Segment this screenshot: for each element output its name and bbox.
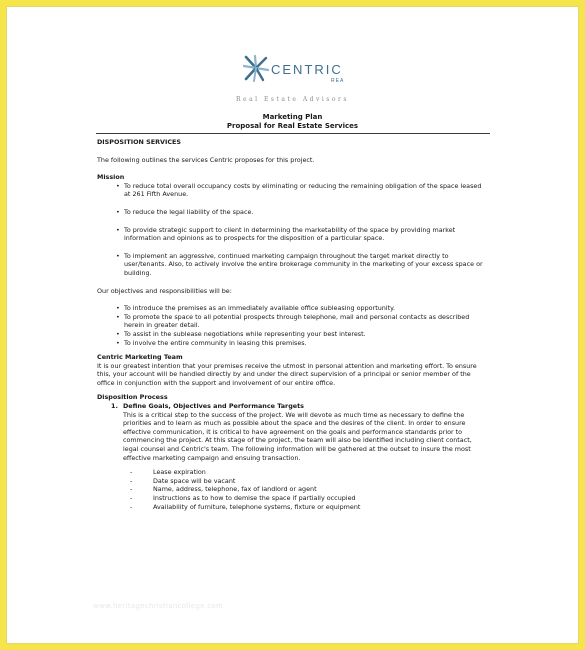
disposition-intro: The following outlines the services Centric proposes for this project.: [97, 155, 315, 164]
gathered-info-list: [97, 468, 489, 511]
list-item: - Date space will be vacant: [97, 477, 489, 486]
logo-wordmark: CENTRIC: [271, 62, 343, 77]
process-step: [97, 402, 489, 462]
document-body: [97, 138, 489, 511]
section-heading-disposition: DISPOSITION SERVICES: [97, 138, 181, 146]
objectives-list: [97, 304, 489, 347]
list-item: • To implement an aggressive, continued marketing campaign throughout the target market directly to user/tenants. Also, to actively involve the entire brokerage community in the marketing of your excess space or building.: [97, 252, 489, 278]
logo-subtext: REA: [331, 78, 345, 84]
step-number: 1.: [111, 402, 118, 411]
step-title: [111, 402, 489, 411]
list-item: • To provide strategic support to client in determining the marketability of the space by providing market information and opinions as to prospects for the disposition of a particular space.: [97, 226, 489, 243]
list-item: - Instructions as to how to demise the space if partially occupied: [97, 494, 489, 503]
document-page: [6, 6, 579, 644]
team-heading: Centric Marketing Team: [97, 353, 183, 362]
step-body: This is a critical step to the success of the project. We will devote as much time as necessary to define the priorities and to learn as much as possible about the space and the desires of the client. In order to ensure effective communication, it is critical to have agreement on the goals and performance standards prior to commencing the project. At this stage of the project, the team will also be identified including client contact, legal counsel and Centric's team. The following information will be gathered at the outset to insure the most effective marketing campaign and ensuing transaction.: [123, 410, 472, 462]
company-logo: [243, 54, 363, 94]
title-line-2: Proposal for Real Estate Services: [226, 122, 359, 130]
list-item: • To involve the entire community in leasing this premises.: [97, 339, 489, 348]
process-heading: Disposition Process: [97, 393, 168, 402]
watermark-text: www.heritagechristiancollege.com: [93, 602, 224, 610]
list-item: - Lease expiration: [97, 468, 489, 477]
step-title-text: Define Goals, Objectives and Performance Targets: [123, 402, 304, 411]
mission-heading: Mission: [97, 173, 125, 182]
list-item: • To reduce the legal liability of the space.: [97, 208, 489, 217]
list-item: • To reduce total overall occupancy costs by eliminating or reducing the remaining obligation of the space leased at 261 Fifth Avenue.: [97, 182, 489, 199]
mission-list: [97, 182, 489, 278]
list-item: - Name, address, telephone, fax of landlord or agent: [97, 485, 489, 494]
title-divider: [96, 133, 490, 134]
title-line-1: Marketing Plan: [262, 113, 323, 121]
list-item: • To introduce the premises as an immediately available office subleasing opportunity.: [97, 304, 489, 313]
document-title: [6, 113, 579, 131]
team-body: It is our greatest intention that your premises receive the utmost in personal attention and marketing effort. To ensure this, your account will be handled directly by and under the direct supervision of a principal or senior member of the office in conjunction with the support and involvement of our entire office.: [97, 361, 477, 387]
list-item: • To promote the space to all potential prospects through telephone, mail and personal contacts as described herein in greater detail.: [97, 313, 489, 330]
tagline: Real Estate Advisors: [236, 96, 349, 103]
list-item: • To assist in the sublease negotiations while representing your best interest.: [97, 330, 489, 339]
objectives-intro: Our objectives and responsibilities will be:: [97, 286, 232, 295]
list-item: - Availability of furniture, telephone systems, fixture or equipment: [97, 503, 489, 512]
starburst-logo-icon: [243, 54, 269, 82]
